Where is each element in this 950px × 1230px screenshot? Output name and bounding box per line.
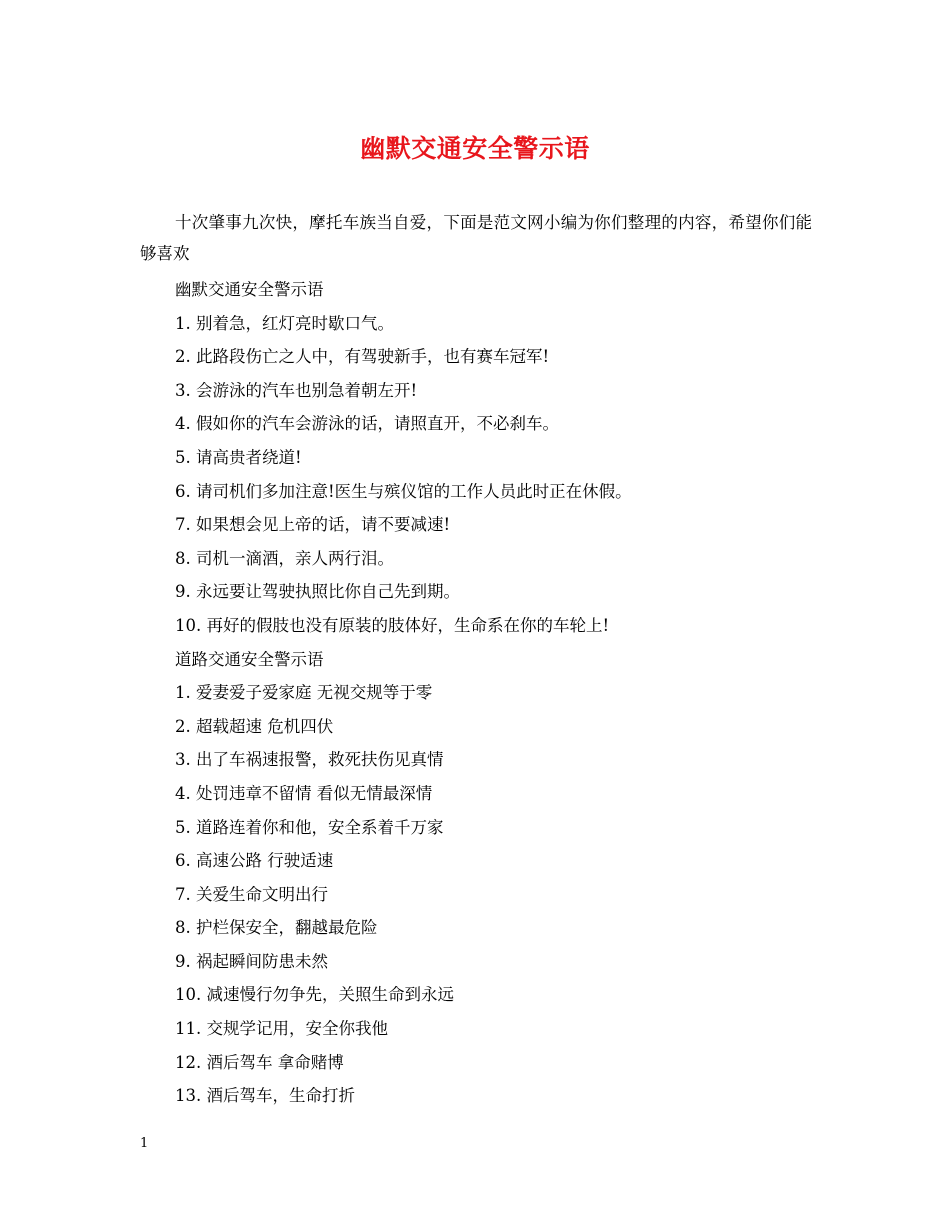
list-item: 2. 超载超速 危机四伏: [175, 716, 334, 736]
list-item: 6. 高速公路 行驶适速: [175, 851, 334, 871]
list-item: 3. 出了车祸速报警，救死扶伤见真情: [175, 750, 444, 770]
list-item: 10. 再好的假肢也没有原装的肢体好，生命系在你的车轮上!: [175, 615, 610, 635]
list-item: 3. 会游泳的汽车也别急着朝左开!: [175, 380, 418, 400]
document-title: 幽默交通安全警示语: [360, 134, 590, 163]
list-item: 13. 酒后驾车，生命打折: [175, 1086, 355, 1106]
list-item: 8. 护栏保安全，翻越最危险: [175, 918, 378, 938]
section-heading: 道路交通安全警示语: [175, 649, 324, 669]
list-item: 4. 假如你的汽车会游泳的话，请照直开，不必刹车。: [175, 414, 559, 434]
list-item: 8. 司机一滴酒，亲人两行泪。: [175, 548, 394, 568]
list-item: 9. 永远要让驾驶执照比你自己先到期。: [175, 582, 460, 602]
list-item: 10. 减速慢行勿争先，关照生命到永远: [175, 985, 454, 1005]
intro-paragraph: 十次肇事九次快，摩托车族当自爱，下面是范文网小编为你们整理的内容，希望你们能够喜欢: [140, 213, 812, 263]
slogan-list: [175, 273, 815, 1113]
list-item: 11. 交规学记用，安全你我他: [175, 1019, 388, 1039]
page-number: 1: [140, 1136, 149, 1151]
list-item: 5. 请高贵者绕道!: [175, 447, 302, 467]
list-item: 12. 酒后驾车 拿命赌博: [175, 1052, 344, 1072]
list-item: 4. 处罚违章不留情 看似无情最深情: [175, 783, 433, 803]
list-item: 7. 关爱生命文明出行: [175, 884, 328, 904]
list-item: 5. 道路连着你和他，安全系着千万家: [175, 817, 444, 837]
list-item: 7. 如果想会见上帝的话，请不要减速!: [175, 515, 451, 535]
section-heading: 幽默交通安全警示语: [175, 280, 324, 299]
list-item: 9. 祸起瞬间防患未然: [175, 951, 328, 971]
list-item: 2. 此路段伤亡之人中，有驾驶新手，也有赛车冠军!: [175, 347, 550, 367]
list-item: 1. 爱妻爱子爱家庭 无视交规等于零: [175, 683, 433, 703]
list-item: 6. 请司机们多加注意!医生与殡仪馆的工作人员此时正在休假。: [175, 481, 632, 501]
list-item: 1. 别着急，红灯亮时歇口气。: [175, 313, 394, 333]
